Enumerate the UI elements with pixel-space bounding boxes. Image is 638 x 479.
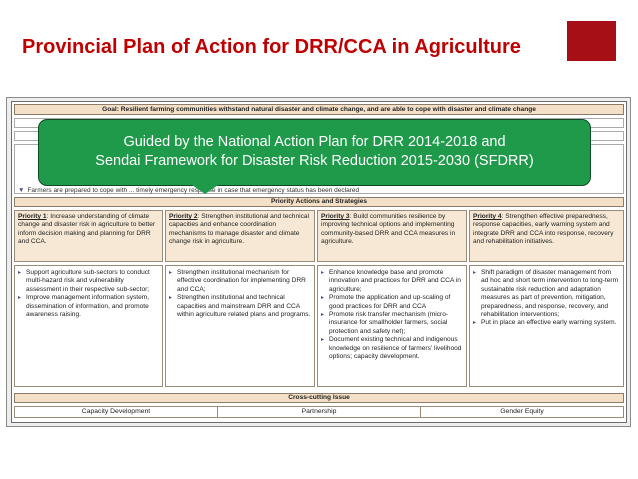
cross-cutting-item: Partnership — [218, 407, 421, 417]
priority-3-heading: Priority 3: Build communities resilience by improving technical options and implementing community-based DRR and CCA measures in agriculture. — [317, 210, 467, 262]
priority-1-heading: Priority 1: Increase understanding of climate change and disaster risk in agriculture to better inform decision making and planning for DRR and CCA. — [14, 210, 163, 262]
cross-cutting-row — [14, 406, 624, 418]
strategy-item: ▸ Promote the application and up-scaling of good practices for DRR and CCA — [321, 294, 463, 311]
priority-4-heading: Priority 4: Strengthen effective preparedness, response capacities, early warning system and integrate DRR and CCA into response, recovery and rehabilitation initiatives. — [469, 210, 624, 262]
priority-3-strategies — [317, 265, 467, 387]
callout-line-2: Sendai Framework for Disaster Risk Reduction 2015-2030 (SFDRR) — [95, 153, 534, 169]
cross-cutting-item: Gender Equity — [500, 408, 544, 415]
strategy-item: ▸ Shift paradigm of disaster management from ad hoc and short term intervention to long-term sustainable risk reduction and adaptation measures as part of prevention, mitigation, preparedness, and response, recovery, and rehabilitation interventions; — [473, 269, 620, 319]
priority-2-strategies — [165, 265, 315, 387]
strategy-item: ▸ Support agriculture sub-sectors to conduct multi-hazard risk and vulnerability assessment in their respective sub-sector; — [18, 269, 159, 294]
priority-2-heading: Priority 2: Strengthen institutional and technical capacities and enhance coordination mechanisms to manage disaster and climate change risk in agriculture. — [165, 210, 315, 262]
strategy-item: ▸ Put in place an effective early warning system. — [473, 319, 620, 327]
strategy-item: ▸ Document existing technical and indigenous knowledge on resilience of farmers' livelihood options; capacity development. — [321, 336, 463, 361]
priority-1-strategies — [14, 265, 163, 387]
callout-pointer — [192, 185, 218, 194]
strategy-item: ▸ Improve management information system, dissemination of information, and promote awareness raising. — [18, 294, 159, 319]
accent-block — [567, 21, 616, 61]
goal-bar: Goal: Resilient farming communities withstand natural disaster and climate change, and are able to cope with disaster and climate change — [14, 104, 624, 115]
bullet-icon: ▼ — [18, 187, 25, 194]
objective-text: ▼ Farmers are prepared to cope with ... timely emergency response in case that emergency status has been declared — [18, 187, 360, 194]
cross-cutting-bar: Cross-cutting Issue — [14, 393, 624, 403]
strategy-item: ▸ Promote risk transfer mechanism (micro-insurance for smallholder farmers, social protection and safety net); — [321, 311, 463, 336]
strategy-item: ▸ Strengthen institutional mechanism for effective coordination for implementing DRR and CCA; — [169, 269, 311, 294]
strategy-item: ▸ Strengthen institutional and technical capacities and mainstream DRR and CCA within agriculture related plans and programs. — [169, 294, 311, 319]
slide-title: Provincial Plan of Action for DRR/CCA in Agriculture — [22, 36, 521, 58]
strategy-item: ▸ Enhance knowledge base and promote innovation and practices for DRR and CCA in agriculture; — [321, 269, 463, 294]
priority-4-strategies — [469, 265, 624, 387]
callout-line-1: Guided by the National Action Plan for DRR 2014-2018 and — [123, 134, 506, 150]
guidance-callout — [38, 119, 591, 186]
cross-cutting-item: Capacity Development — [15, 407, 218, 417]
priority-actions-bar: Priority Actions and Strategies — [14, 197, 624, 207]
